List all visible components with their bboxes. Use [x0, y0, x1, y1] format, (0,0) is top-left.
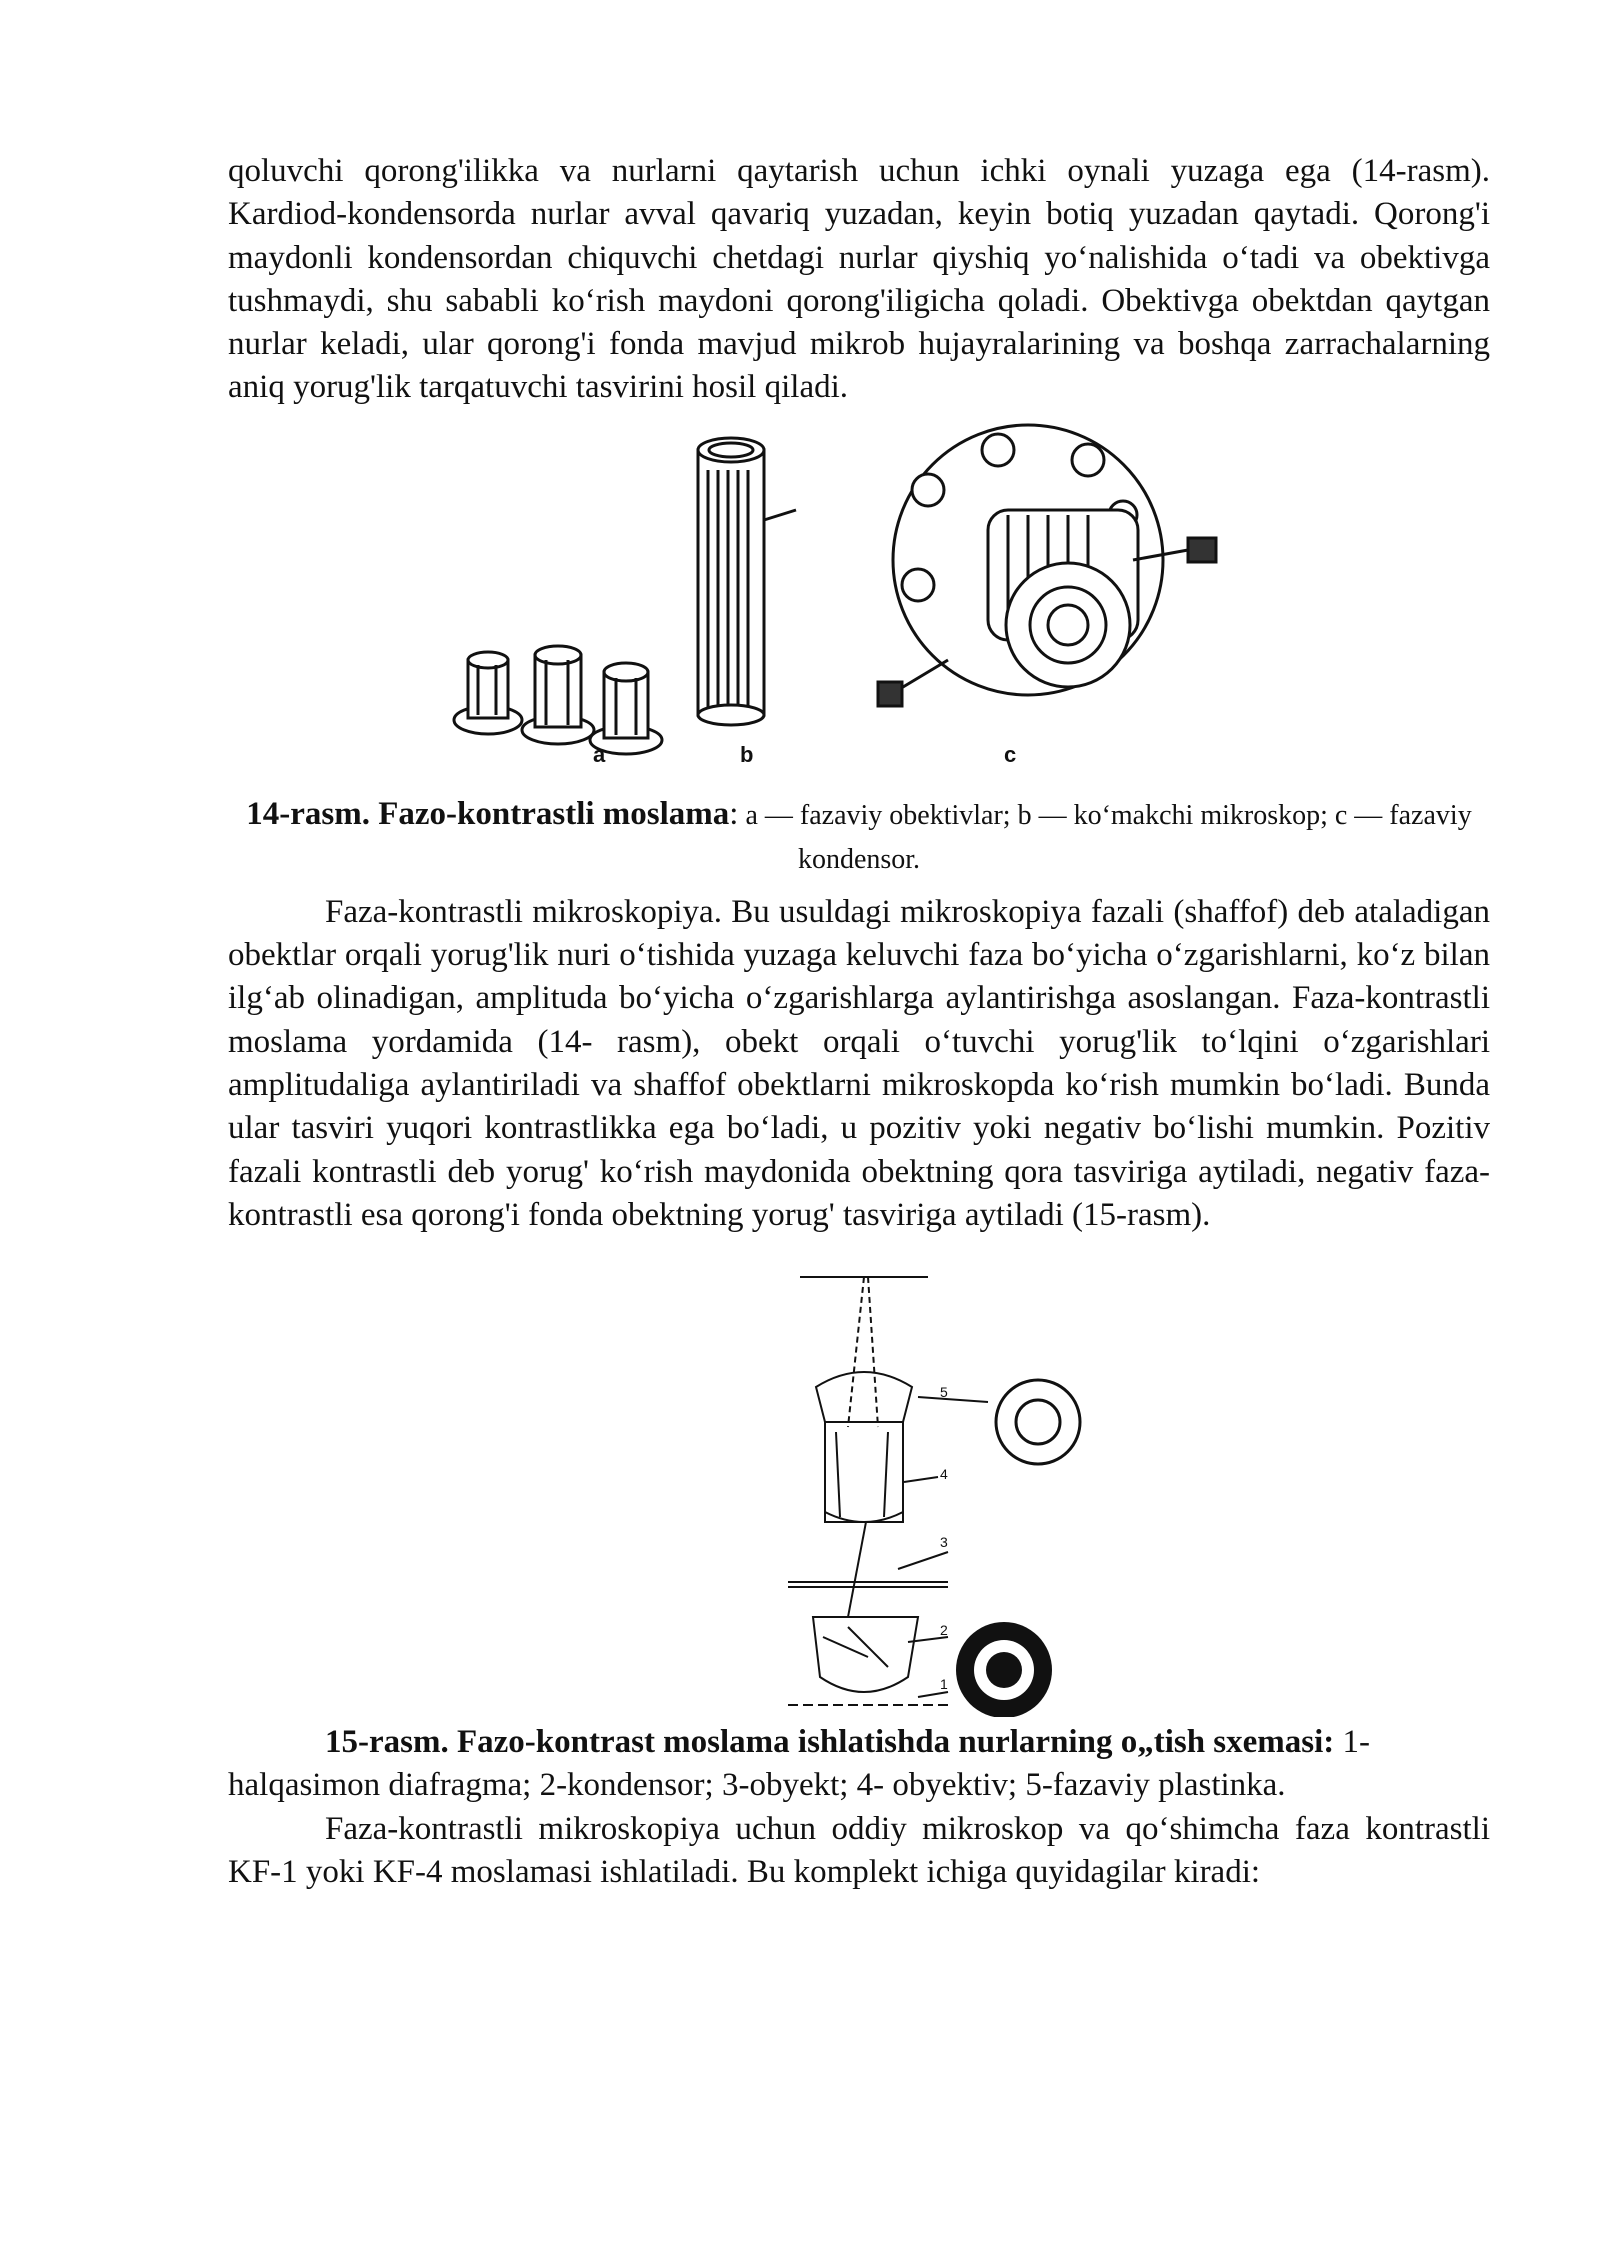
figure-14-label-c: c	[1004, 741, 1017, 767]
figure-15-label-2: 2	[940, 1622, 948, 1639]
figure-14-caption-colon: :	[729, 795, 739, 832]
figure-15-label-1: 1	[940, 1676, 948, 1693]
figure-15-label-3: 3	[940, 1534, 948, 1551]
figure-14-caption-title: 14-rasm. Fazo-kontrastli moslama	[246, 795, 730, 832]
phase-contrast-device-drawing	[228, 410, 1490, 785]
phase-contrast-paragraph: Faza-kontrastli mikroskopiya. Bu usuldagi mikroskopiya fazali (shaffof) deb ataladigan obektlar orqali yorug'lik nuri o‘tishida yuzaga keluvchi faza bo‘yicha o‘zgarishlarni, ko‘z bilan ilg‘ab olinadigan, amplituda bo‘yicha o‘zgarishlarga aylantirishga asoslangan. Faza-kontrastli moslama yordamida (14- rasm), obekt orqali o‘tuvchi yorug'lik to‘lqini o‘zgarishlari amplitudaliga aylantiriladi va shaffof obektlarni mikroskopda ko‘rish mumkin bo‘ladi. Bunda ular tasviri yuqori kontrastlikka ega bo‘ladi, u pozitiv yoki negativ bo‘lishi mumkin. Pozitiv fazali kontrastli deb yorug' ko‘rish maydonida obektning qora tasviriga aytiladi, negativ faza-kontrastli esa qorong'i fonda obektning yorug' tasviriga aytiladi (15-rasm).	[228, 893, 1490, 1233]
figure-15-label-5: 5	[940, 1384, 948, 1401]
intro-paragraph: qoluvchi qorong'ilikka va nurlarni qaytarish uchun ichki oynali yuzaga ega (14-rasm). Kardiod-kondensorda nurlar avval qavariq yuzadan, keyin botiq yuzadan qaytadi. Qorong'i maydonli kondensordan chiquvchi chetdagi nurlar qiyshiq yo‘nalishida o‘tadi va obektivga tushmaydi, shu sababli ko‘rish maydoni qorong'iligicha qoladi. Obektivga obektdan qaytgan nurlar keladi, ular qorong'i fonda mavjud mikrob hujayralarining va boshqa zarrachalarning aniq yorug'lik tarqatuvchi tasvirini hosil qiladi.	[228, 153, 1490, 406]
figure-15-caption-text: 1-halqasimon diafragma; 2-kondensor; 3-obyekt; 4- obyektiv; 5-fazaviy plastinka.	[228, 1724, 1371, 1804]
annular-diaphragm-drawing	[956, 1622, 1052, 1717]
phase-objectives-drawing	[454, 646, 662, 754]
figure-14-label-b: b	[740, 741, 754, 767]
figure-15-caption	[228, 1721, 1490, 1808]
phase-condenser-drawing	[878, 425, 1216, 706]
figure-15-caption-title: 15-rasm. Fazo-kontrast moslama ishlatishda nurlarning o„tish sxemasi:	[325, 1724, 1335, 1761]
kit-paragraph: Faza-kontrastli mikroskopiya uchun oddiy mikroskop va qo‘shimcha faza kontrastli KF-1 yoki KF-4 moslamasi ishlatiladi. Bu komplekt ichiga quyidagilar kiradi:	[228, 1810, 1490, 1891]
phase-plate-drawing	[996, 1380, 1080, 1464]
phase-contrast-ray-diagram	[228, 1247, 1490, 1717]
auxiliary-microscope-drawing	[698, 438, 796, 725]
document-page	[228, 150, 1490, 1894]
figure-14-caption-text: a — fazaviy obektivlar; b — ko‘makchi mikroskop; c — fazaviy kondensor.	[738, 799, 1472, 875]
figure-15	[228, 1247, 1490, 1717]
figure-15-label-4: 4	[940, 1466, 948, 1483]
figure-14-caption	[228, 793, 1490, 881]
figure-14	[228, 410, 1490, 785]
figure-14-label-a: a	[593, 741, 606, 767]
